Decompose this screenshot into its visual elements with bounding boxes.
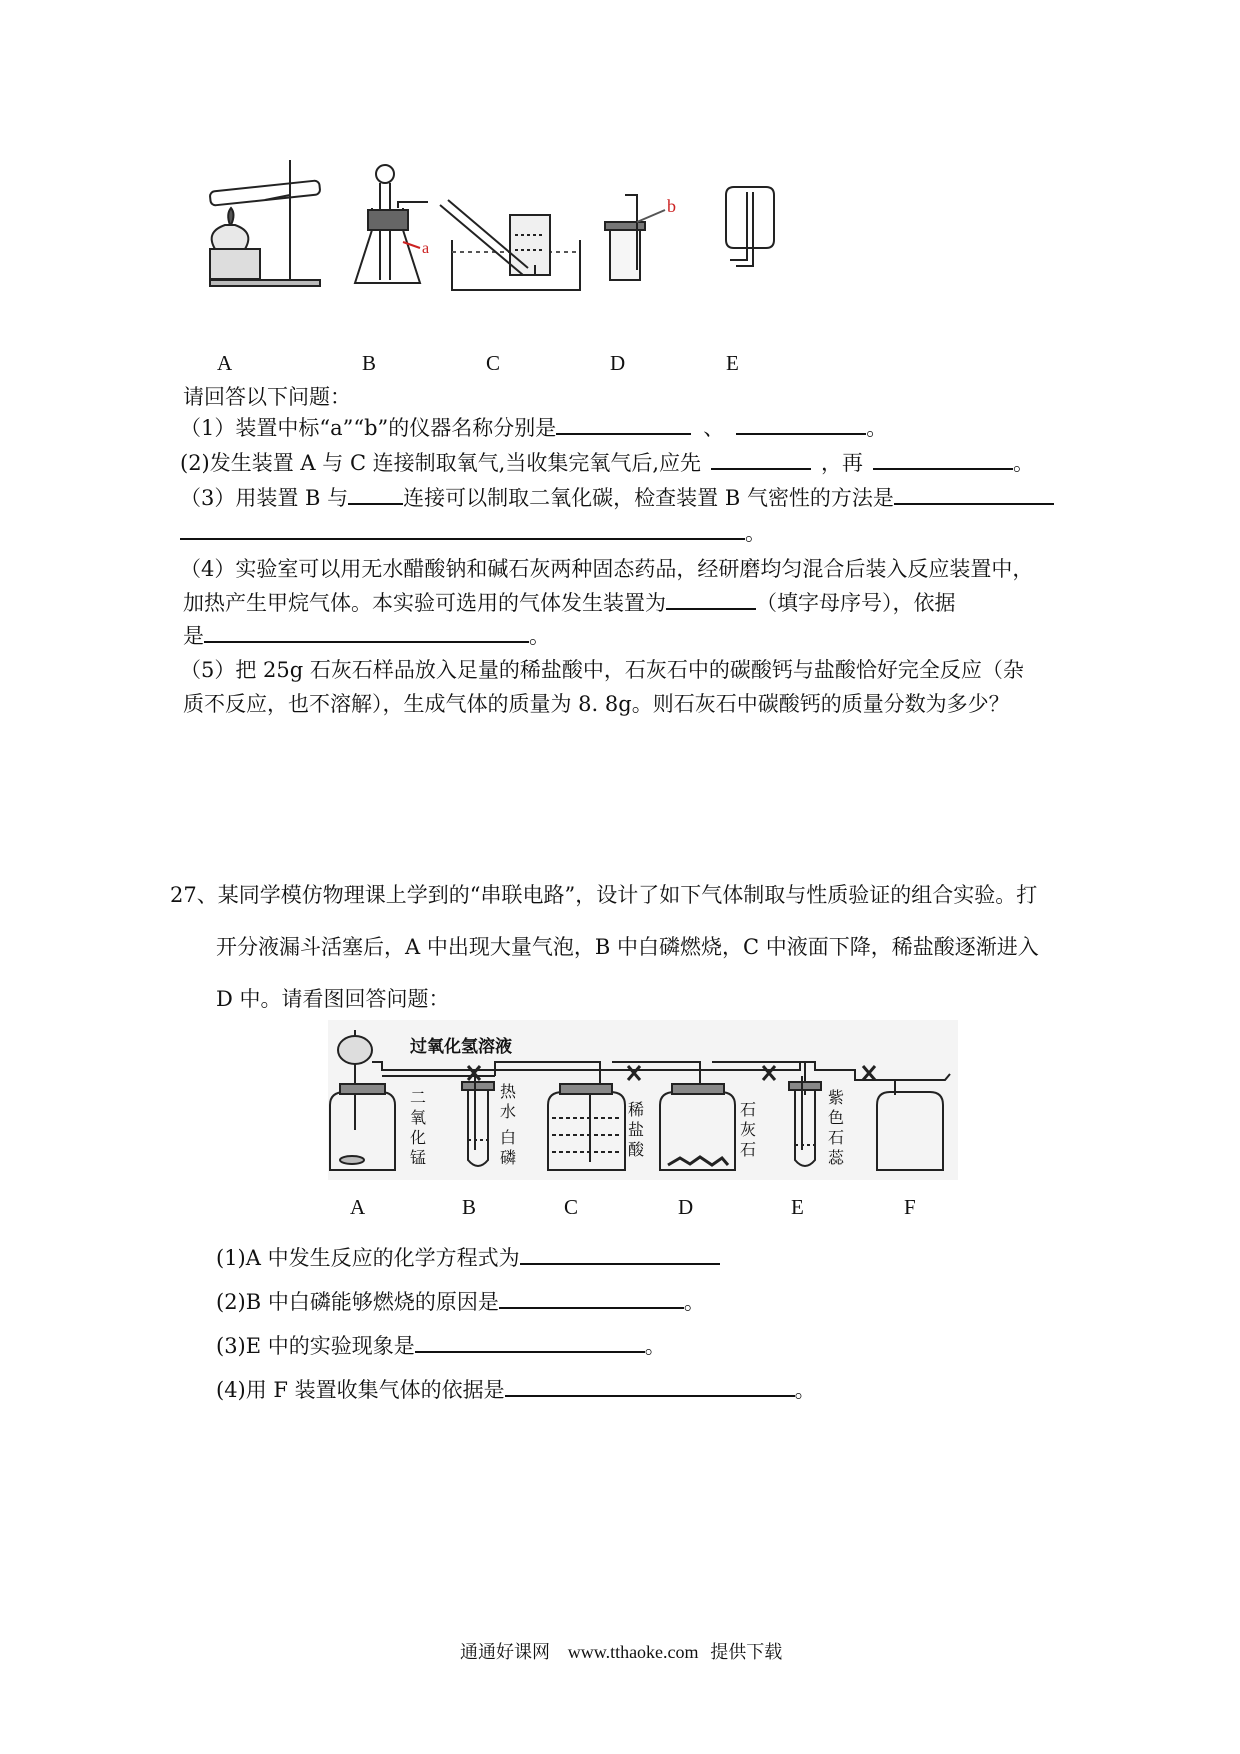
label-a-char: 锰 — [410, 1148, 427, 1167]
vessel-label-f: F — [904, 1195, 916, 1219]
q27-sub4-end: 。 — [794, 1378, 816, 1402]
apparatus-a-drawing — [210, 160, 321, 286]
label-b-char: 水 — [500, 1102, 517, 1121]
q27-sub2-end: 。 — [683, 1290, 705, 1314]
q27-sub1 — [216, 1243, 720, 1272]
vessel-label-d: D — [678, 1195, 694, 1219]
apparatus-b-drawing — [355, 165, 428, 283]
q27-sub1-text: (1)A 中发生反应的化学方程式为 — [216, 1246, 520, 1270]
q26-part1 — [180, 413, 887, 442]
label-c-char: 盐 — [628, 1120, 645, 1139]
q26-part4-end: 。 — [529, 624, 550, 648]
q26-part5-line1: （5）把 25g 石灰石样品放入足量的稀盐酸中，石灰石中的碳酸钙与盐酸恰好完全反应（杂 — [180, 658, 1024, 682]
q27-sub2 — [216, 1287, 705, 1316]
label-d-char: 石 — [740, 1140, 757, 1159]
label-a-char: 化 — [410, 1128, 427, 1147]
answer-blank-airtight-method[interactable] — [894, 483, 1054, 505]
answer-blank-second-step[interactable] — [873, 448, 1013, 470]
label-a-reagent — [410, 1088, 428, 1168]
answer-blank-generator[interactable] — [666, 588, 756, 610]
vessel-label-b: B — [462, 1195, 477, 1219]
label-c-char: 酸 — [628, 1140, 645, 1159]
q26-part2 — [180, 448, 1034, 477]
vessel-label-e: E — [791, 1195, 804, 1219]
q27-sub4-text: (4)用 F 装置收集气体的依据是 — [216, 1378, 505, 1402]
answer-blank-collection-basis[interactable] — [505, 1375, 795, 1397]
footer-site-name: 通通好课网 — [460, 1642, 550, 1663]
label-b-char: 磷 — [500, 1148, 517, 1167]
label-c-char: 稀 — [628, 1100, 645, 1119]
label-d-limestone — [740, 1100, 758, 1160]
q26-part4-post: （填字母序号），依据 — [756, 591, 956, 615]
label-e-char: 色 — [828, 1108, 845, 1127]
q27-line1: 27、某同学模仿物理课上学到的“串联电路”，设计了如下气体制取与性质验证的组合实验。打 — [170, 883, 1038, 907]
apparatus-label-a: A — [217, 351, 233, 375]
funnel-label: 过氧化氢溶液 — [410, 1037, 512, 1057]
answer-blank-burn-reason[interactable] — [499, 1287, 684, 1309]
q26-part4-line2 — [183, 588, 956, 617]
q26-part3-line2 — [180, 518, 766, 547]
label-d-char: 灰 — [740, 1120, 757, 1139]
q26-intro: 请回答以下问题： — [183, 385, 351, 409]
q26-part2-text: (2)发生装置 A 与 C 连接制取氧气,当收集完氧气后,应先 — [180, 451, 702, 475]
apparatus-label-c: C — [486, 351, 501, 375]
label-b-char: 白 — [500, 1128, 517, 1147]
q26-part2-mid: ，再 — [821, 451, 864, 475]
label-e-litmus — [828, 1088, 846, 1168]
label-e-char: 石 — [828, 1128, 845, 1147]
q27-line2: 开分液漏斗活塞后，A 中出现大量气泡，B 中白磷燃烧，C 中液面下降，稀盐酸逐渐进入 — [216, 935, 1039, 959]
q26-part1-end: 。 — [866, 416, 888, 440]
label-a-char: 氧 — [410, 1108, 427, 1127]
q26-part3-end: 。 — [745, 521, 766, 545]
q26-part2-end: 。 — [1013, 451, 1035, 475]
q27-sub4 — [216, 1375, 816, 1404]
apparatus-label-e: E — [726, 351, 739, 375]
apparatus-d-drawing — [605, 195, 665, 280]
answer-blank-a[interactable] — [556, 413, 691, 435]
label-b-char: 热 — [500, 1082, 517, 1101]
marker-a: a — [422, 240, 430, 257]
q26-part4-basis: 是 — [183, 624, 204, 648]
answer-blank-connect-device[interactable] — [348, 483, 403, 505]
apparatus-c-drawing — [440, 200, 580, 290]
q26-part3-mid: 连接可以制取二氧化碳，检查装置 B 气密性的方法是 — [403, 486, 894, 510]
apparatus-e-drawing — [726, 187, 774, 266]
q26-part4-line3 — [183, 621, 550, 650]
q26-part3 — [180, 483, 1054, 512]
footer-url[interactable]: www.tthaoke.com — [567, 1642, 699, 1662]
label-a-char: 二 — [410, 1088, 427, 1107]
label-d-char: 石 — [740, 1100, 757, 1119]
answer-blank-first-step[interactable] — [711, 448, 811, 470]
q26-part1-text: （1）装置中标“a”“b”的仪器名称分别是 — [180, 416, 557, 440]
q27-sub3-text: (3)E 中的实验现象是 — [216, 1334, 415, 1358]
q26-part4-text: 加热产生甲烷气体。本实验可选用的气体发生装置为 — [183, 591, 666, 615]
marker-b: b — [667, 196, 676, 216]
q27-line3: D 中。请看图回答问题： — [216, 987, 450, 1011]
answer-blank-phenomenon[interactable] — [415, 1331, 645, 1353]
vessel-label-a: A — [350, 1195, 366, 1219]
q26-part3-text: （3）用装置 B 与 — [180, 486, 349, 510]
answer-blank-equation[interactable] — [520, 1243, 720, 1265]
q27-sub3-end: 。 — [644, 1334, 666, 1358]
answer-blank-basis[interactable] — [204, 621, 529, 643]
label-c-acid — [628, 1100, 646, 1160]
vessel-label-c: C — [564, 1195, 579, 1219]
label-e-char: 紫 — [828, 1088, 845, 1107]
q26-part4-line1: （4）实验室可以用无水醋酸钠和碱石灰两种固态药品，经研磨均匀混合后装入反应装置中， — [180, 557, 1034, 581]
q26-apparatus-svg — [0, 0, 1240, 320]
answer-blank-b[interactable] — [736, 413, 866, 435]
footer-suffix: 提供下载 — [710, 1642, 783, 1663]
apparatus-label-d: D — [610, 351, 626, 375]
q26-part1-separator: 、 — [703, 416, 725, 440]
page-footer — [460, 1638, 782, 1664]
q27-apparatus-svg — [0, 1010, 1240, 1270]
q27-sub2-text: (2)B 中白磷能够燃烧的原因是 — [216, 1290, 499, 1314]
q27-sub3 — [216, 1331, 666, 1360]
label-b-white-phosphorus — [500, 1128, 518, 1168]
answer-blank-airtight-method-cont[interactable] — [180, 518, 745, 540]
q26-part5-line2: 质不反应，也不溶解），生成气体的质量为 8. 8g。则石灰石中碳酸钙的质量分数为多少？ — [183, 692, 1010, 716]
label-e-char: 蕊 — [828, 1148, 845, 1167]
apparatus-label-b: B — [362, 351, 377, 375]
label-b-hot-water — [500, 1082, 518, 1122]
